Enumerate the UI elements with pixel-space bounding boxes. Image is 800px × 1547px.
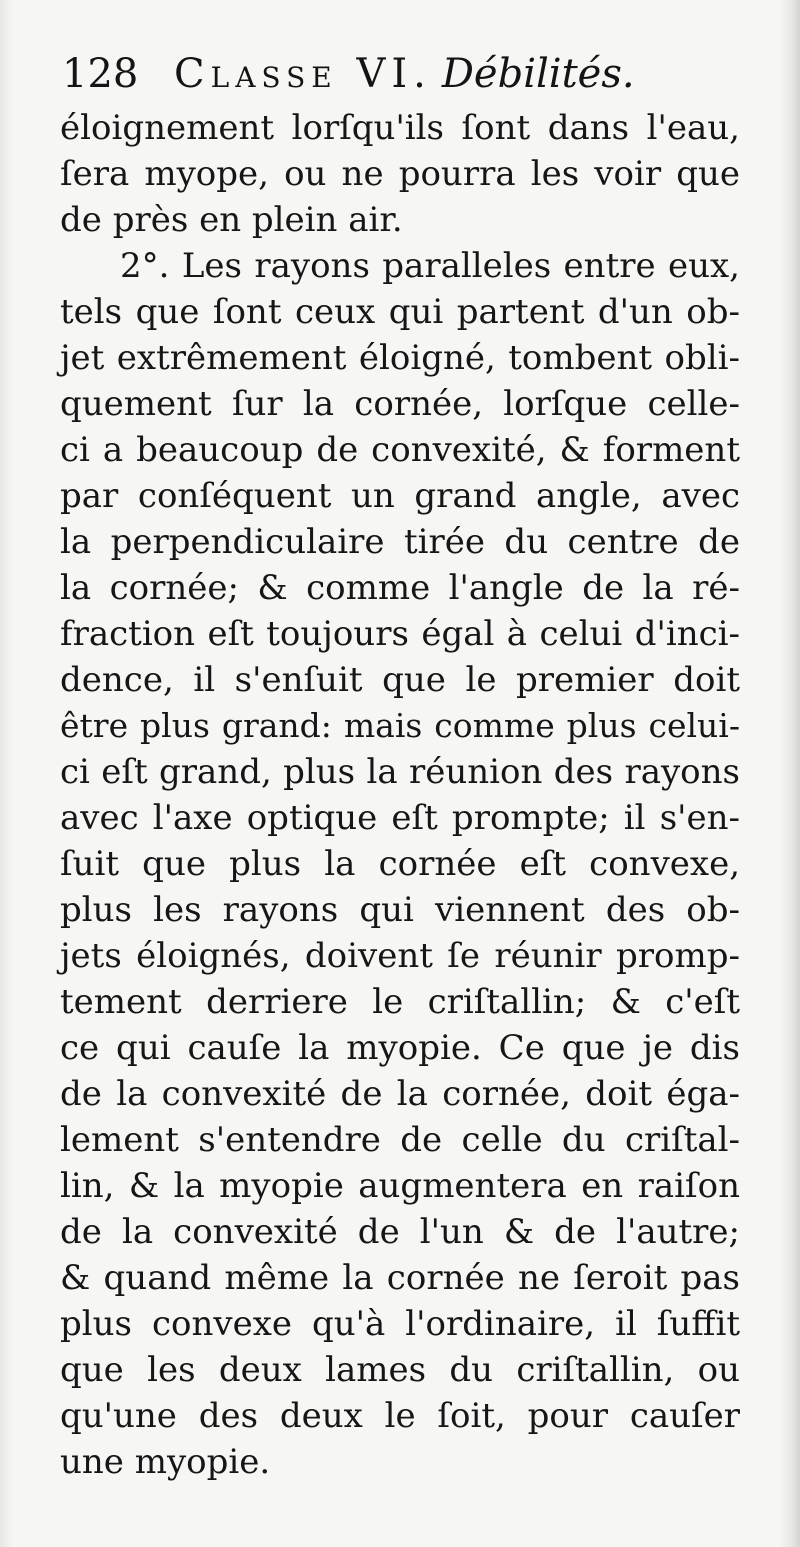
text-line: la perpendiculaire tirée du centre de [60, 522, 740, 562]
page-number: 128 [62, 51, 139, 97]
body-text [60, 105, 740, 1485]
text-line: plus convexe qu'à l'ordinaire, il ſuffit [60, 1304, 740, 1344]
page-shadow-right [778, 0, 800, 1547]
text-line: ce qui cauſe la myopie. Ce que je dis [60, 1028, 740, 1068]
text-line: par conſéquent un grand angle, avec [60, 476, 740, 516]
text-line: lement s'entendre de celle du criſtal- [60, 1120, 740, 1160]
section-title: Débilités. [441, 51, 635, 97]
text-line: de près en plein air. [60, 200, 403, 240]
class-label: Classe VI. [174, 51, 432, 97]
text-line: de la convexité de la cornée, doit éga- [60, 1074, 740, 1114]
page-shadow-left [0, 0, 14, 1547]
text-line: avec l'axe optique eſt prompte; il s'en- [60, 798, 740, 838]
text-line: fraction eſt toujours égal à celui d'inci- [60, 614, 740, 654]
text-line: éloignement lorſqu'ils ſont dans l'eau, [60, 108, 740, 148]
text-line: & quand même la cornée ne ſeroit pas [60, 1258, 740, 1298]
text-line: jet extrêmement éloigné, tombent obli- [60, 338, 740, 378]
text-line: dence, il s'enſuit que le premier doit [60, 660, 740, 700]
text-line: quement ſur la cornée, lorſque celle- [60, 384, 740, 424]
text-line: ſera myope, ou ne pourra les voir que [60, 154, 740, 194]
running-head [174, 44, 635, 104]
running-header [62, 44, 752, 104]
text-line: que les deux lames du criſtallin, ou [60, 1350, 740, 1390]
text-line: ſuit que plus la cornée eſt convexe, [60, 844, 740, 884]
text-line: tement derriere le criſtallin; & c'eſt [60, 982, 740, 1022]
text-line: plus les rayons qui viennent des ob- [60, 890, 740, 930]
text-line: ci a beaucoup de convexité, & forment [60, 430, 740, 470]
text-line: tels que ſont ceux qui partent d'un ob- [60, 292, 740, 332]
text-line: 2°. Les rayons paralleles entre eux, [120, 246, 740, 286]
text-line: ci eſt grand, plus la réunion des rayons [60, 752, 740, 792]
text-line: de la convexité de l'un & de l'autre; [60, 1212, 740, 1252]
text-line: la cornée; & comme l'angle de la ré- [60, 568, 740, 608]
text-line: une myopie. [60, 1442, 271, 1482]
text-line: lin, & la myopie augmentera en raiſon [60, 1166, 740, 1206]
text-line: être plus grand: mais comme plus celui- [60, 706, 740, 745]
text-line: jets éloignés, doivent ſe réunir promp- [60, 936, 740, 976]
text-line: qu'une des deux le ſoit, pour cauſer [60, 1396, 740, 1436]
